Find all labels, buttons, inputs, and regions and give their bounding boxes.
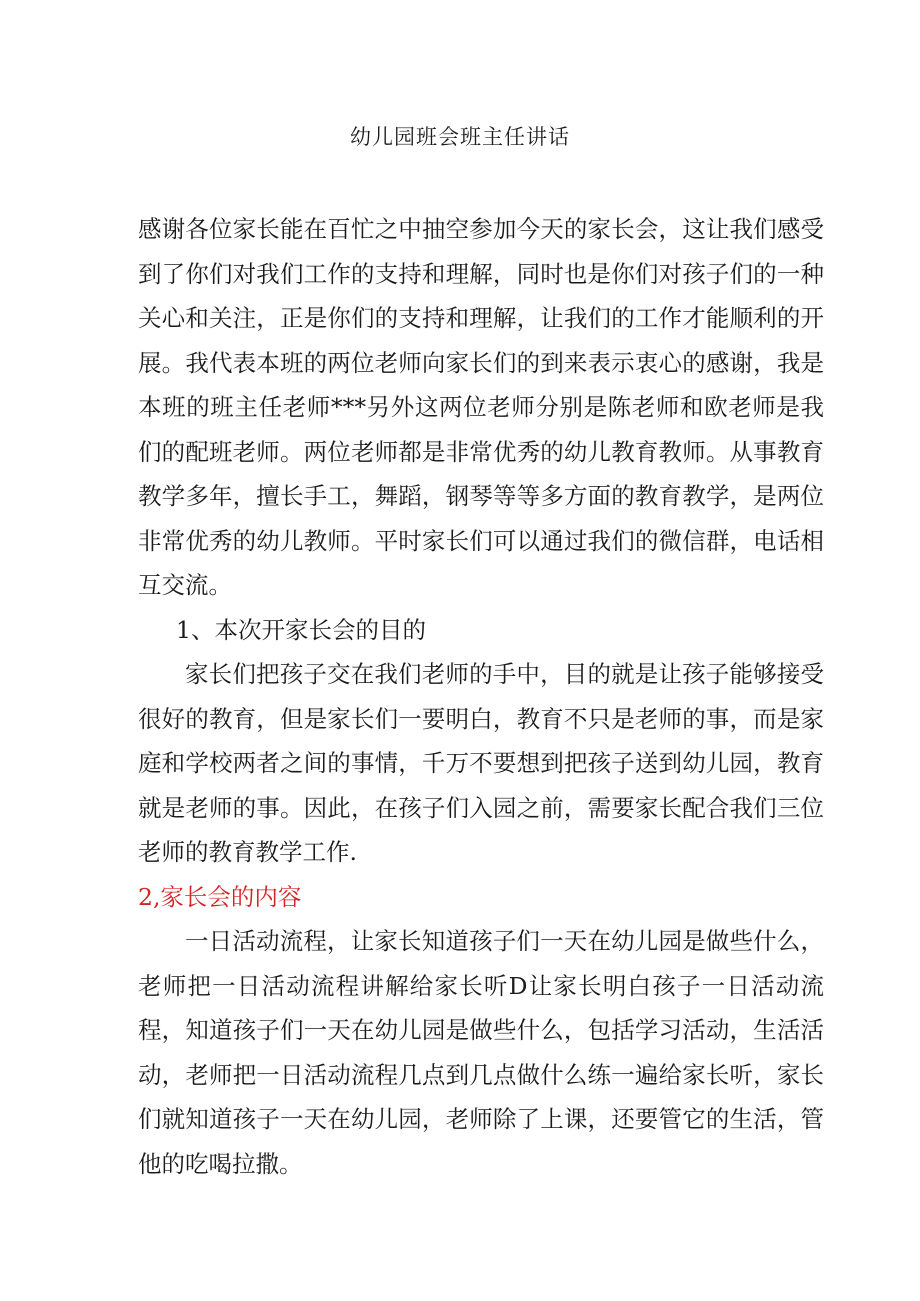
paragraph-purpose: 家长们把孩子交在我们老师的手中，目的就是让孩子能够接受很好的教育，但是家长们一要明白，教育不只是老师的事，而是家庭和学校两者之间的事情，千万不要想到把孩子送到幼儿园，教育就是老师的事。因此，在孩子们入园之前，需要家长配合我们三位老师的教育教学工作. <box>138 660 824 866</box>
document-title: 幼儿园班会班主任讲话 <box>350 125 570 149</box>
section-heading-purpose: 1、本次开家长会的目的 <box>176 616 426 644</box>
paragraph-intro: 感谢各位家长能在百忙之中抽空参加今天的家长会，这让我们感受到了你们对我们工作的支持和理解，同时也是你们对孩子们的一种关心和关注，正是你们的支持和理解，让我们的工作才能顺利的开展。我代表本班的两位老师向家长们的到来表示衷心的感谢，我是本班的班主任老师***另外这两位老师分别是陈老师和欧老师是我们的配班老师。两位老师都是非常优秀的幼儿教育教师。从事教育教学多年，擅长手工，舞蹈，钢琴等等多方面的教育教学，是两位非常优秀的幼儿教师。平时家长们可以通过我们的微信群，电话相互交流。 <box>138 215 824 599</box>
paragraph-content: 一日活动流程，让家长知道孩子们一天在幼儿园是做些什么，老师把一日活动流程讲解给家长听D让家长明白孩子一日活动流程，知道孩子们一天在幼儿园是做些什么，包括学习活动，生活活动，老师把一日活动流程几点到几点做什么练一遍给家长听，家长们就知道孩子一天在幼儿园，老师除了上课，还要管它的生活，管他的吃喝拉撒。 <box>138 927 824 1178</box>
section-heading-content: 2,家长会的内容 <box>138 883 302 911</box>
